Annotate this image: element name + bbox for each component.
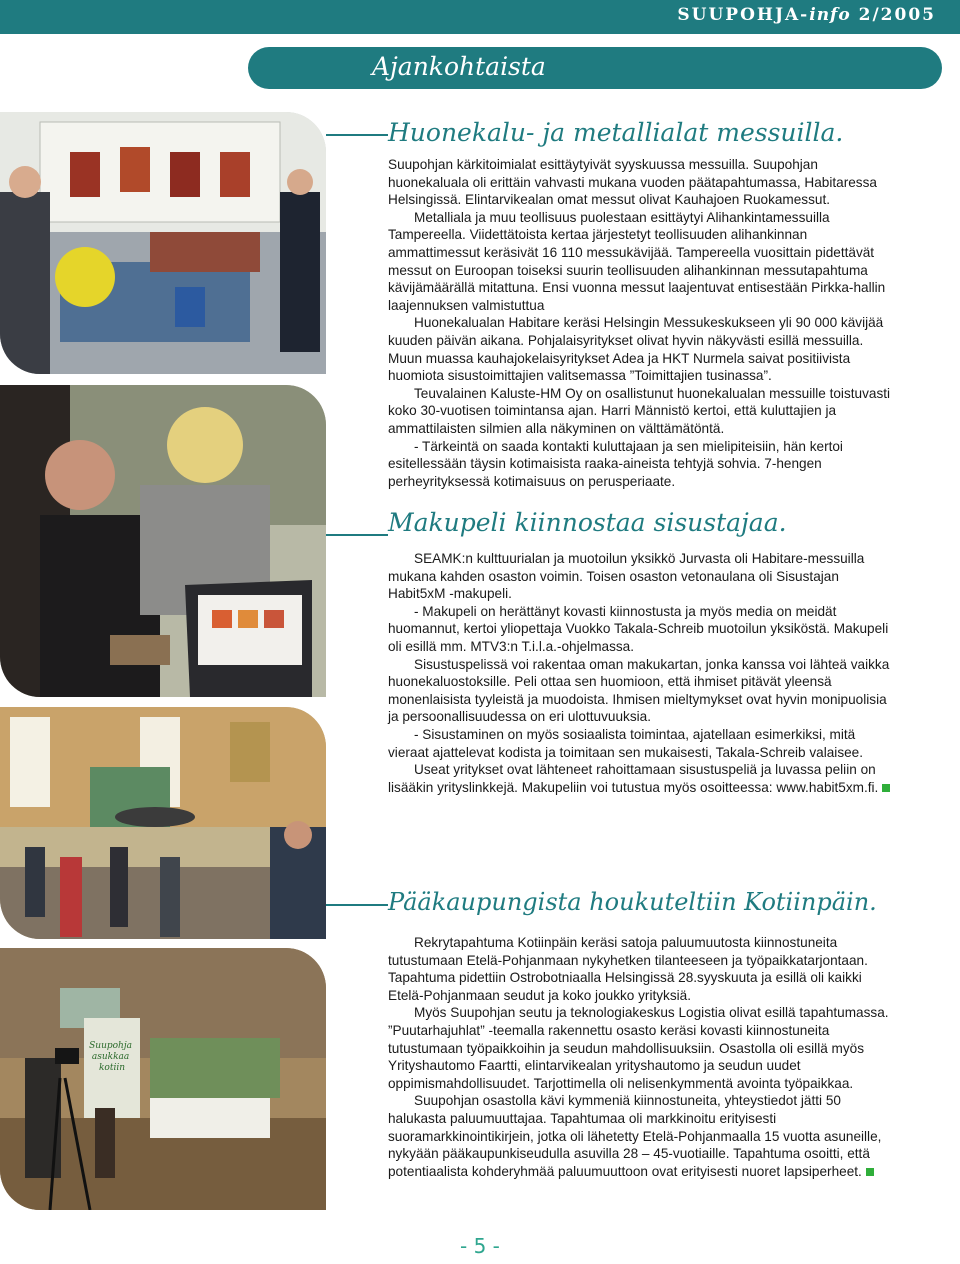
article-2-paragraph-5: Useat yritykset ovat lähteneet rahoittamaan sisustuspeliä ja luvassa peliin on lisääkin yrityslinkkejä. Makupeliin voi tutustua myös osoitteessa: www.habit5xm.fi. [388,762,879,795]
poster-line-2: asukkaa [91,1052,130,1062]
article-1-paragraph-5: - Tärkeintä on saada kontakti kuluttajaan ja sen mielipiteisiin, hän kertoi esitellessään täysin kotimaisista raaka-aineista tehtyjä sohvia. 7-hengen perheyrityksessä kotimaisuus on perusperiaate. [388,438,843,489]
photo-makupeli-laptop [0,385,326,697]
article-1-paragraph-3: Huonekalualan Habitare keräsi Helsingin Messukeskukseen yli 90 000 kävijää kuuden päivän aikana. Pohjalaisyritykset olivat hyvin näkyvästi esillä messuilla. Muun muassa kauhajokelaisyritykset Adea ja HKT Nurmela saivat positiivista huomiota sisustoimittajien valitsemassa ”Toimittajien tusinassa”. [388,315,884,384]
article-3-body [388,934,896,1180]
article-2-paragraph-4: - Sisustaminen on myös sosiaalista toimintaa, ajatellaan esimerkiksi, mitä vieraat ajattelevat kodista ja toimitaan sen mukaisesti, Takala-Schreib valaisee. [388,726,864,760]
poster-line-1: Suupohja [89,1041,133,1051]
photo-habitare-hall [0,707,326,939]
headline-rule-1 [326,134,388,136]
headline-rule-3 [326,904,388,906]
article-1-paragraph-2: Metalliala ja muu teollisuus puolestaan esittäytyi Alihankintamessuilla Tampereella. Viidettätoista kertaa järjestetyt teollisuuden alihankinnan ammattimessut keräsivät 16 110 messukävijää. Tampereella vuosittain pidettävät messut on Euroopan toiseksi suurin teollisuuden alihankinnan messutapahtuma kävijämäärällä mitattuna. Ensi vuonna messut laajentuvat entisestään Pirkka-hallin laajennuksen valmistuttua [388,209,886,313]
article-1-paragraph-4: Teuvalainen Kaluste-HM Oy on osallistunut huonekalualan messuille toistuvasti koko 30-vuotisen toimintansa ajan. Harri Männistö kertoi, että kuluttajien ja ammattilaisten silmien alla näkyminen on välttämätöntä. [388,385,891,436]
article-3-title: Pääkaupungista houkuteltiin Kotiinpäin. [388,888,877,916]
article-2-paragraph-3: Sisustuspelissä voi rakentaa oman makukartan, jonka kanssa voi lähteä vaikka huonekaluostoksille. Peli ottaa sen huomioon, että ihmiset pitävät yleensä monenlaisista tyyleistä ja muodoista. Ihmisen mieltymykset ovat hyvin monipuolisia ja persoonallisuudessa on eri ulottuvuuksia. [388,656,890,725]
section-title: Ajankohtaista [372,52,546,81]
article-1-paragraph-1: Suupohjan kärkitoimialat esittäytyivät syyskuussa messuilla. Suupohjan huonekaluala oli erittäin vahvasti mukana vuoden päätapahtumassa, Habitaressa Helsingissä. Elintarvikealan omat messut olivat Kauhajoen Ruokamessut. [388,157,877,208]
top-header-bar [0,0,960,34]
article-1-body [388,156,892,490]
article-3-paragraph-2: Myös Suupohjan seutu ja teknologiakeskus Logistia olivat esillä tapahtumassa. ”Puutarhajuhlat” -teemalla rakennettu osasto keräsi kovasti kiinnostuneita tutustumaan työpaikkoihin ja seudun mahdollisuuksiin. Osastolla oli esillä myös Yrityshautomo Faartti, elintarvikealan yrityshautomo ja seudun uudet oppimismahdollisuudet. Tarjottimella oli nelisenkymmentä avointa työpaikkaa. [388,1005,889,1091]
end-square-icon [866,1168,874,1176]
publication-title: SUUPOHJA-info 2/2005 [677,5,936,25]
article-2-paragraph-2: - Makupeli on herättänyt kovasti kiinnostusta ja myös media on meidät huomannut, kertoi yliopettaja Vuokko Takala-Schreib muotoilun yksiköstä. Makupeli oli esillä mm. MTV3:n T.i.l.a.-ohjelmassa. [388,603,889,654]
photo-kotiinpain-booth [0,948,326,1210]
section-banner [248,47,942,89]
article-2-body [388,550,892,796]
headline-rule-2 [326,534,388,536]
poster-line-3: kotiin [98,1063,126,1073]
article-3-paragraph-1: Rekrytapahtuma Kotiinpäin keräsi satoja paluumuutosta kiinnostuneita tutustumaan Etelä-Pohjanmaan nykyhetken tilanteeseen ja työpaikkatarjontaan. Tapahtuma pidettiin Ostrobotniaalla Helsingissä 28.syyskuuta ja esillä oli kaikki Etelä-Pohjanmaan seudut ja koko joukko yrityksiä. [388,935,868,1003]
article-2-paragraph-1: SEAMK:n kulttuurialan ja muotoilun yksikkö Jurvasta oli Habitare-messuilla mukana kahden osaston voimin. Toisen osaston vetonaulana oli Sisustajan Habit5xM -makupeli. [388,551,865,602]
photo-metal-fair-booth [0,112,326,374]
article-2-title: Makupeli kiinnostaa sisustajaa. [388,508,787,537]
end-square-icon [882,784,890,792]
article-3-paragraph-3: Suupohjan osastolla kävi kymmeniä kiinnostuneita, yhteystiedot jätti 50 halukasta paluumuuttajaa. Tapahtumaa oli markkinoitu erityisesti suoramarkkinointikirjein, jotka oli lähetetty Etelä-Pohjanmaalla 15 vuotta asuneille, nykyään pääkaupunkiseudulla asuvilla 28 – 45-vuotiaille. Tapahtuma osoitti, että potentiaalista kohderyhmää paluumuuttoon ovat erityisesti nuoret lapsiperheet. [388,1093,882,1179]
page-number: - 5 - [460,1234,500,1258]
article-1-title: Huonekalu- ja metallialat messuilla. [388,118,844,147]
